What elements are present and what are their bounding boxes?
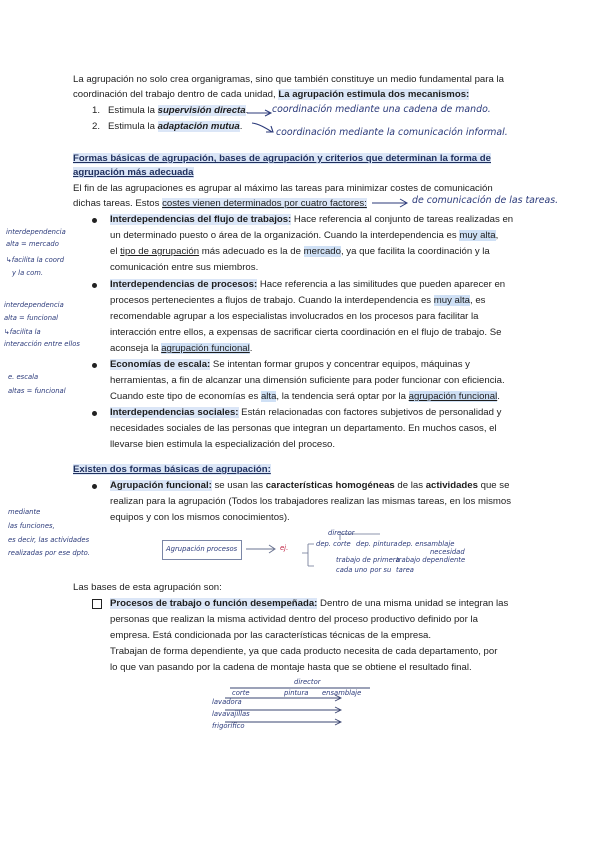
intro-line-2: coordinación del trabajo dentro de cada unidad, La agrupación estimula dos mecanismos: (73, 89, 470, 100)
section-heading-1b: agrupación más adecuada (73, 167, 194, 178)
handwritten-note-mutual: coordinación mediante la comunicación informal. (276, 127, 508, 138)
factor-economies-l3: Cuando este tipo de economías es alta, la tendencia será optar por la agrupación funcional. (110, 391, 500, 402)
functional-grouping-l3: equipos y con los mismos conocimientos). (110, 512, 290, 523)
work-processes-l2: personas que realizan la misma actividad dentro del proceso productivo definido por la (110, 614, 478, 625)
bullet-icon (92, 411, 97, 416)
mechanism-item-2: 2. Estimula la adaptación mutua. (92, 121, 243, 132)
factor-processes-l5: aconseja la agrupación funcional. (110, 343, 253, 354)
handwritten-note-supervision: coordinación mediante una cadena de mando. (272, 104, 491, 115)
factor-workflow-l4: comunicación entre sus miembros. (110, 262, 259, 273)
factor-processes-l2: procesos pertenecientes a flujos de trabajo. Cuando la interdependencia es muy alta, es (110, 295, 486, 306)
factor-processes: Interdependencias de procesos: Hace referencia a las similitudes que pueden aparecer en (110, 279, 506, 290)
factor-economies: Economías de escala: Se intentan formar grupos y concentrar equipos, máquinas y (110, 359, 470, 370)
intro-line-1: La agrupación no solo crea organigramas, sino que también constituye un medio fundamental para la (73, 74, 504, 85)
handwritten-note-costs: de comunicación de las tareas. (412, 195, 559, 206)
section1-text-2: dichas tareas. Estos costes vienen determinados por cuatro factores: (73, 198, 367, 209)
checkbox-icon (92, 599, 102, 609)
bullet-icon (92, 484, 97, 489)
section1-text-1: El fin de las agrupaciones es agrupar al máximo las tareas para minimizar costes de comunicación (73, 183, 493, 194)
mechanism-item-1: 1. Estimula la supervisión directa. (92, 105, 249, 116)
factor-workflow: Interdependencias del flujo de trabajos: Hace referencia al conjunto de tareas realizadas en (110, 214, 514, 225)
bases-intro: Las bases de esta agrupación son: (73, 582, 222, 593)
arrow-icon (250, 120, 276, 136)
document-page: La agrupación no solo crea organigramas, sino que también constituye un medio fundamental para la coordinación del trabajo dentro de cada unidad, La agrupación estimula dos mecanismos: 1. Estimula la supervisión directa. coordinación mediante una cadena de mando. 2. Estimula la adaptación mutua. coordinación mediante la comunicación informal. Formas básicas de agrupación, bases de agrupación y criterios que determinan la forma de agrupación más adecuada El fin de las agrupaciones es agrupar al máximo las tareas para minimizar costes de comunicación dichas tareas. Estos costes vienen determinados por cuatro factores: de comunicación de las tareas. Interdependencias del flujo de trabajos: Hace referencia al conjunto de tareas realizadas en un determinado puesto o área de la organización. Cuando la interdependencia es muy alta, el tipo de agrupación más adecuado es la de mercado, ya que facilita la coordinación y la comunicación entre sus miembros. Interdependencias de procesos: Hace referencia a las similitudes que pueden aparecer en procesos pertenecientes a flujos de trabajo. Cuando la interdependencia es muy alta, es recomendable agrupar a los especialistas involucrados en los procesos para facilitar la interacción entre ellos, a expensas de sacrificar cierta coordinación en el flujo de trabajo. Se aconseja la agrupación funcional. Economías de escala: Se intentan formar grupos y concentrar equipos, máquinas y herramientas, a fin de alcanzar una dimensión suficiente para poder funcionar con eficiencia. Cuando este tipo de economías es alta, la tendencia será optar por la agrupación funcional. Interdependencias sociales: Están relacionadas con factores subjetivos de personalidad y necesidades sociales de las personas que integran un departamento. En muchos casos, el llevarse bien estimula la especialización del proceso. interdependencia alta = mercado ↳facilita la coord y la com. interdependencia alta = funcional ↳facilita la interacción entre ellos e. escala altas = funcional Existen dos formas básicas de agrupación: Agrupación funcional: se usan las características homogéneas de las actividades que se realizan para la agrupación (Todos los trabajadores realizan las mismas tareas, en los mismos equipos y con los mismos conocimientos). mediante las funciones, es decir, las actividades realizadas por ese dpto. Agrupación procesos ej. director dep. corte dep. pintura dep. ensamblaje trabajo de primera trabajo dependiente necesidad cada uno por su tarea Las bases de esta agrupación son: Procesos de trabajo o función desempeñada: Dentro de una misma unidad se integran las personas que realizan la misma actividad dentro del proceso productivo definido por la empresa. Está condicionada por las características técnicas de la empresa. Trabajan de forma dependiente, ya que cada producto necesita de cada departamento, por lo que van pasando por la cadena de montaje hasta que se obtiene el resultado final. director corte pintura ensamblaje lavadora lavavajillas frigorífico (4, 74, 559, 730)
section-heading-1: Formas básicas de agrupación, bases de agrupación y criterios que determinan la forma de (73, 153, 491, 164)
factor-workflow-l2: un determinado puesto o área de la organización. Cuando la interdependencia es muy alta, (110, 230, 499, 241)
factor-processes-l4: interacción entre ellos, a expensas de sacrificar cierta coordinación en el flujo de trabajo. Se (110, 327, 502, 338)
factor-workflow-l3: el tipo de agrupación más adecuado es la de mercado, ya que facilita la coordinación y la (110, 246, 490, 257)
work-processes-l3: empresa. Está condicionada por las características técnicas de la empresa. (110, 630, 432, 641)
functional-grouping: Agrupación funcional: se usan las características homogéneas de las actividades que se (110, 480, 510, 491)
work-processes-l4: Trabajan de forma dependiente, ya que cada producto necesita de cada departamento, por (110, 646, 498, 657)
factor-social-l2: necesidades sociales de las personas que integran un departamento. En muchos casos, el (110, 423, 497, 434)
mechanisms-heading: La agrupación estimula dos mecanismos: (278, 89, 470, 100)
section-heading-2: Existen dos formas básicas de agrupación: (73, 464, 271, 475)
factor-processes-l3: recomendable agrupar a los especialistas involucrados en los procesos para facilitar la (110, 311, 479, 322)
factor-social-l3: llevarse bien estimula la especialización del proceso. (110, 439, 336, 450)
work-processes: Procesos de trabajo o función desempeñada: Dentro de una misma unidad se integran las (110, 598, 509, 609)
functional-grouping-l2: realizan para la agrupación (Todos los trabajadores realizan las mismas tareas, en los mismos (110, 496, 511, 507)
work-processes-l5: lo que van pasando por la cadena de montaje hasta que se obtiene el resultado final. (110, 662, 472, 673)
bullet-icon (92, 218, 97, 223)
bullet-icon (92, 283, 97, 288)
factor-social: Interdependencias sociales: Están relacionadas con factores subjetivos de personalidad y (110, 407, 502, 418)
bullet-icon (92, 363, 97, 368)
arrow-icon (244, 543, 280, 555)
factor-economies-l2: herramientas, a fin de alcanzar una dimensión suficiente para poder funcionar con eficiencia. (110, 375, 505, 386)
arrow-icon (370, 197, 412, 209)
arrow-icon (246, 108, 274, 118)
